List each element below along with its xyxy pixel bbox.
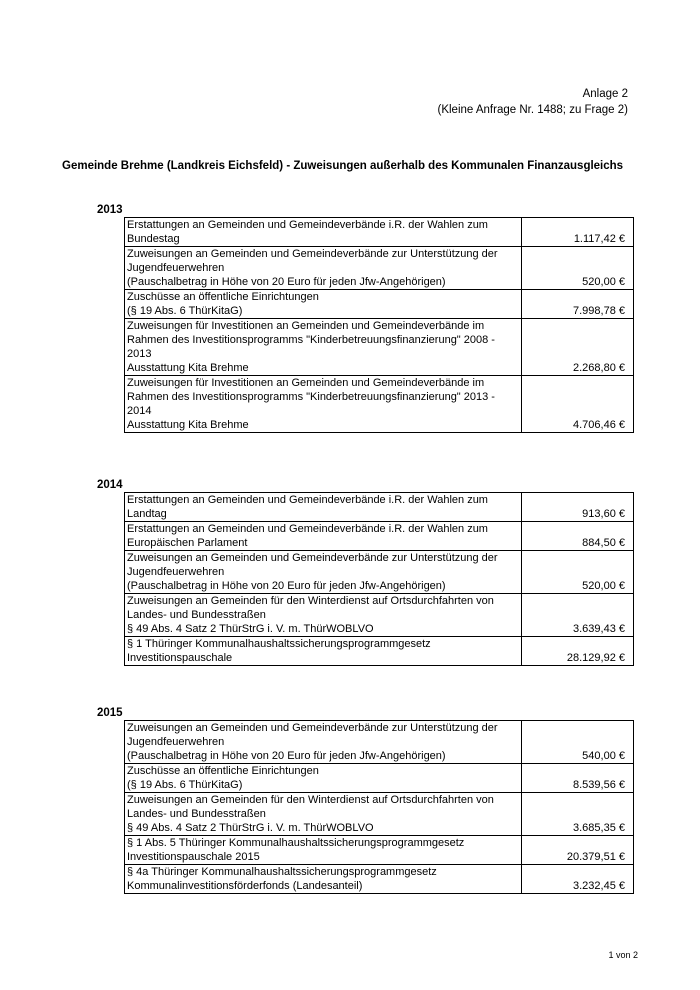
description-line: Erstattungen an Gemeinden und Gemeindeverbände i.R. der Wahlen zum	[127, 494, 488, 506]
allocation-description	[125, 290, 522, 319]
annex-reference: (Kleine Anfrage Nr. 1488; zu Frage 2)	[437, 104, 628, 116]
description-line: Rahmen des Investitionsprogramms "Kinderbetreuungsfinanzierung" 2013 -	[127, 391, 495, 403]
allocation-amount: 4.706,46 €	[522, 376, 634, 433]
table-row	[125, 493, 634, 522]
table-row	[125, 247, 634, 290]
description-line: § 4a Thüringer Kommunalhaushaltssicherungsprogrammgesetz	[127, 866, 437, 878]
table-row	[125, 764, 634, 793]
table-row	[125, 376, 634, 433]
description-line: Zuschüsse an öffentliche Einrichtungen	[127, 291, 319, 303]
allocation-description	[125, 319, 522, 376]
table-row	[125, 594, 634, 637]
table-row	[125, 551, 634, 594]
description-line: Zuweisungen für Investitionen an Gemeinden und Gemeindeverbände im	[127, 377, 485, 389]
annex-label: Anlage 2	[582, 88, 628, 100]
description-line: Ausstattung Kita Brehme	[127, 419, 249, 431]
allocation-amount: 3.232,45 €	[522, 865, 634, 894]
page-number: 1 von 2	[608, 950, 638, 960]
allocation-description	[125, 594, 522, 637]
year-section	[97, 706, 637, 894]
year-heading: 2013	[97, 204, 123, 216]
allocation-description	[125, 551, 522, 594]
description-line: 2013	[127, 348, 152, 360]
table-row	[125, 290, 634, 319]
allocation-amount: 540,00 €	[522, 721, 634, 764]
allocation-amount: 7.998,78 €	[522, 290, 634, 319]
allocation-amount: 28.129,92 €	[522, 637, 634, 666]
allocation-description	[125, 522, 522, 551]
description-line: Zuweisungen an Gemeinden und Gemeindeverbände zur Unterstützung der	[127, 552, 498, 564]
description-line: (Pauschalbetrag in Höhe von 20 Euro für jeden Jfw-Angehörigen)	[127, 750, 446, 762]
description-line: § 1 Thüringer Kommunalhaushaltssicherungsprogrammgesetz	[127, 638, 431, 650]
allocation-amount: 520,00 €	[522, 247, 634, 290]
table-row	[125, 793, 634, 836]
allocation-amount: 884,50 €	[522, 522, 634, 551]
annex-header	[438, 86, 629, 118]
table-row	[125, 865, 634, 894]
year-heading: 2014	[97, 479, 123, 491]
allocation-description	[125, 493, 522, 522]
description-line: Landes- und Bundesstraßen	[127, 808, 266, 820]
allocation-amount: 520,00 €	[522, 551, 634, 594]
table-row	[125, 637, 634, 666]
description-line: § 49 Abs. 4 Satz 2 ThürStrG i. V. m. ThürWOBLVO	[127, 822, 374, 834]
description-line: Zuweisungen an Gemeinden und Gemeindeverbände zur Unterstützung der	[127, 248, 498, 260]
description-line: (§ 19 Abs. 6 ThürKitaG)	[127, 779, 243, 791]
table-row	[125, 836, 634, 865]
description-line: Zuweisungen für Investitionen an Gemeinden und Gemeindeverbände im	[127, 320, 485, 332]
allocation-description	[125, 637, 522, 666]
description-line: Rahmen des Investitionsprogramms "Kinderbetreuungsfinanzierung" 2008 -	[127, 334, 495, 346]
year-heading: 2015	[97, 707, 123, 719]
allocation-amount: 20.379,51 €	[522, 836, 634, 865]
description-line: Zuweisungen an Gemeinden und Gemeindeverbände zur Unterstützung der	[127, 722, 498, 734]
allocation-description	[125, 247, 522, 290]
allocation-description	[125, 218, 522, 247]
description-line: (§ 19 Abs. 6 ThürKitaG)	[127, 305, 243, 317]
description-line: Erstattungen an Gemeinden und Gemeindeverbände i.R. der Wahlen zum	[127, 219, 488, 231]
year-section	[97, 478, 637, 666]
allocation-description	[125, 376, 522, 433]
allocation-table	[124, 720, 634, 894]
allocation-description	[125, 865, 522, 894]
description-line: 2014	[127, 405, 152, 417]
allocation-description	[125, 793, 522, 836]
description-line: § 49 Abs. 4 Satz 2 ThürStrG i. V. m. ThürWOBLVO	[127, 623, 374, 635]
allocation-amount: 2.268,80 €	[522, 319, 634, 376]
table-row	[125, 721, 634, 764]
description-line: Zuweisungen an Gemeinden für den Winterdienst auf Ortsdurchfahrten von	[127, 794, 494, 806]
description-line: Zuweisungen an Gemeinden für den Winterdienst auf Ortsdurchfahrten von	[127, 595, 494, 607]
description-line: Jugendfeuerwehren	[127, 262, 225, 274]
table-row	[125, 522, 634, 551]
allocation-amount: 3.639,43 €	[522, 594, 634, 637]
description-line: Investitionspauschale 2015	[127, 851, 260, 863]
description-line: Zuschüsse an öffentliche Einrichtungen	[127, 765, 319, 777]
description-line: Landes- und Bundesstraßen	[127, 609, 266, 621]
description-line: Jugendfeuerwehren	[127, 736, 225, 748]
allocation-amount: 8.539,56 €	[522, 764, 634, 793]
description-line: Erstattungen an Gemeinden und Gemeindeverbände i.R. der Wahlen zum	[127, 523, 488, 535]
allocation-description	[125, 764, 522, 793]
description-line: (Pauschalbetrag in Höhe von 20 Euro für jeden Jfw-Angehörigen)	[127, 276, 446, 288]
allocation-description	[125, 721, 522, 764]
allocation-description	[125, 836, 522, 865]
allocation-amount: 3.685,35 €	[522, 793, 634, 836]
table-row	[125, 218, 634, 247]
description-line: Bundestag	[127, 233, 180, 245]
document-title: Gemeinde Brehme (Landkreis Eichsfeld) - Zuweisungen außerhalb des Kommunalen Finanzausgleichs	[62, 160, 624, 172]
allocation-amount: 1.117,42 €	[522, 218, 634, 247]
allocation-table	[124, 217, 634, 433]
description-line: Jugendfeuerwehren	[127, 566, 225, 578]
description-line: Ausstattung Kita Brehme	[127, 362, 249, 374]
table-row	[125, 319, 634, 376]
description-line: Investitionspauschale	[127, 652, 233, 664]
description-line: Landtag	[127, 508, 167, 520]
allocation-table	[124, 492, 634, 666]
description-line: Kommunalinvestitionsförderfonds (Landesanteil)	[127, 880, 363, 892]
allocation-amount: 913,60 €	[522, 493, 634, 522]
description-line: Europäischen Parlament	[127, 537, 248, 549]
year-section	[97, 203, 637, 433]
description-line: (Pauschalbetrag in Höhe von 20 Euro für jeden Jfw-Angehörigen)	[127, 580, 446, 592]
description-line: § 1 Abs. 5 Thüringer Kommunalhaushaltssicherungsprogrammgesetz	[127, 837, 465, 849]
